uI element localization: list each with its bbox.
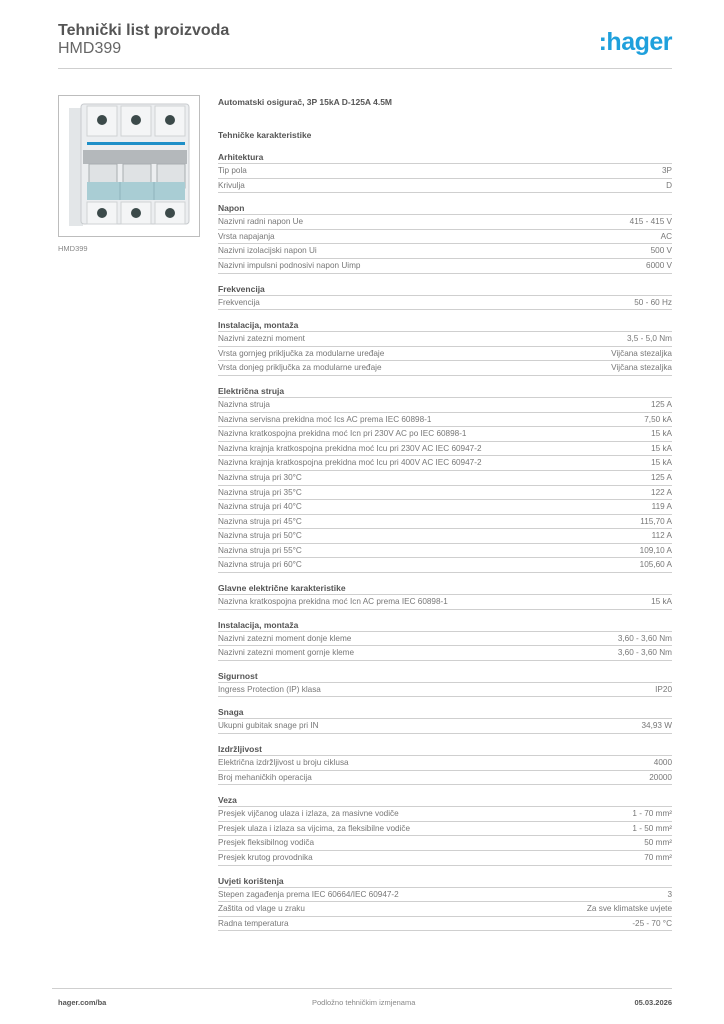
spec-value: 20000 [649, 772, 672, 782]
spec-label: Električna izdržljivost u broju ciklusa [218, 758, 349, 768]
spec-value: Vijčana stezaljka [611, 363, 672, 373]
spec-value: 500 V [650, 246, 672, 256]
spec-label: Presjek fleksibilnog vodiča [218, 838, 315, 848]
spec-value: IP20 [655, 684, 672, 694]
spec-row [218, 683, 672, 698]
spec-group [218, 385, 672, 573]
spec-label: Presjek vijčanog ulaza i izlaza, za masivne vodiče [218, 809, 399, 819]
spec-row [218, 471, 672, 486]
spec-row [218, 456, 672, 471]
spec-value: AC [660, 231, 672, 241]
spec-label: Stepen zagađenja prema IEC 60664/IEC 60947-2 [218, 889, 399, 899]
spec-row [218, 215, 672, 230]
spec-row [218, 398, 672, 413]
spec-group [218, 706, 672, 734]
spec-value: -25 - 70 °C [632, 918, 672, 928]
spec-group [218, 582, 672, 610]
spec-label: Presjek krutog provodnika [218, 853, 313, 862]
product-name: Automatski osigurač, 3P 15kA D-125A 4.5M [218, 97, 393, 107]
spec-row [218, 179, 672, 194]
spec-group-title: Električna struja [218, 385, 672, 398]
document-title: Tehnički list proizvoda [58, 22, 230, 39]
spec-row [218, 888, 672, 903]
spec-label: Tip pola [218, 166, 247, 175]
spec-row [218, 822, 672, 837]
spec-row [218, 486, 672, 501]
spec-label: Nazivna struja pri 40°C [218, 502, 302, 512]
spec-group-title: Izdržljivost [218, 743, 672, 756]
spec-value: 15 kA [651, 443, 672, 453]
spec-group-title: Instalacija, montaža [218, 619, 672, 632]
spec-row [218, 529, 672, 544]
spec-label: Ukupni gubitak snage pri IN [218, 721, 319, 731]
spec-label: Nazivna struja pri 55°C [218, 545, 302, 555]
spec-label: Nazivni zatezni moment [218, 334, 305, 344]
spec-group-title: Glavne električne karakteristike [218, 582, 672, 595]
spec-row [218, 332, 672, 347]
spec-value: 4000 [653, 758, 672, 768]
spec-label: Radna temperatura [218, 918, 289, 928]
spec-group-title: Napon [218, 202, 672, 215]
spec-row [218, 259, 672, 274]
spec-value: 3 [667, 889, 672, 899]
hager-logo: :hager [598, 28, 672, 56]
spec-value: 1 - 70 mm² [632, 809, 672, 819]
spec-row [218, 244, 672, 259]
product-code: HMD399 [58, 40, 122, 57]
spec-value: 50 - 60 Hz [634, 297, 672, 307]
spec-row [218, 807, 672, 822]
spec-label: Nazivna struja pri 45°C [218, 516, 302, 526]
spec-label: Nazivni radni napon Ue [218, 217, 304, 227]
spec-value: 3,5 - 5,0 Nm [626, 334, 672, 344]
spec-row [218, 595, 672, 610]
spec-label: Nazivna kratkospojna prekidna moć Icn AC prema IEC 60898-1 [218, 597, 448, 607]
footer-notice: Podložno tehničkim izmjenama [312, 998, 416, 1007]
spec-value: 15 kA [651, 429, 672, 439]
spec-value: 3P [661, 166, 672, 175]
spec-value: Za sve klimatske uvjete [586, 904, 672, 914]
spec-group-title: Frekvencija [218, 283, 672, 296]
spec-row [218, 361, 672, 376]
spec-label: Nazivna krajnja kratkospojna prekidna moć Icu pri 230V AC IEC 60947-2 [218, 443, 482, 453]
spec-group-title: Instalacija, montaža [218, 319, 672, 332]
spec-row [218, 296, 672, 311]
document-header [58, 22, 672, 58]
spec-label: Frekvencija [218, 297, 260, 307]
spec-value: 105,60 A [639, 560, 672, 570]
spec-label: Nazivni zatezni moment donje kleme [218, 633, 352, 643]
spec-row [218, 719, 672, 734]
spec-value: 119 A [651, 502, 672, 512]
spec-label: Nazivni impulsni podnosivi napon Uimp [218, 260, 361, 270]
spec-value: 125 A [651, 399, 672, 409]
spec-row [218, 558, 672, 573]
spec-value: 125 A [651, 472, 672, 482]
spec-group [218, 619, 672, 661]
spec-group [218, 319, 672, 376]
spec-label: Vrsta napajanja [218, 231, 275, 241]
spec-group-title: Veza [218, 794, 672, 807]
spec-groups [218, 151, 672, 931]
spec-value: 3,60 - 3,60 Nm [617, 648, 672, 658]
spec-value: 109,10 A [639, 545, 672, 555]
spec-row [218, 902, 672, 917]
spec-value: 50 mm² [644, 838, 672, 848]
spec-row [218, 646, 672, 661]
spec-value: D [666, 180, 672, 190]
spec-value: 115,70 A [640, 516, 672, 526]
spec-row [218, 427, 672, 442]
spec-value: Vijčana stezaljka [611, 348, 672, 358]
spec-row [218, 544, 672, 559]
footer-website: hager.com/ba [58, 998, 107, 1007]
spec-value: 112 A [651, 531, 672, 541]
spec-value: 15 kA [651, 597, 672, 607]
spec-label: Zaštita od vlage u zraku [218, 904, 305, 914]
spec-group-title: Uvjeti korištenja [218, 875, 672, 888]
spec-value: 7,50 kA [644, 414, 672, 424]
spec-row [218, 515, 672, 530]
spec-group [218, 151, 672, 193]
spec-heading: Tehničke karakteristike [218, 130, 312, 140]
spec-value: 122 A [651, 487, 672, 497]
spec-group-title: Arhitektura [218, 151, 672, 164]
spec-label: Nazivna struja pri 50°C [218, 531, 302, 541]
spec-label: Nazivni izolacijski napon Ui [218, 246, 317, 256]
spec-group [218, 794, 672, 865]
spec-row [218, 413, 672, 428]
spec-value: 3,60 - 3,60 Nm [617, 633, 672, 643]
spec-row [218, 917, 672, 932]
spec-group-title: Sigurnost [218, 670, 672, 683]
spec-label: Nazivna struja pri 30°C [218, 472, 302, 482]
spec-label: Nazivna struja pri 35°C [218, 487, 302, 497]
spec-group [218, 283, 672, 311]
spec-label: Nazivna servisna prekidna moć Ics AC prema IEC 60898-1 [218, 414, 432, 424]
footer-divider [52, 988, 672, 989]
spec-row [218, 164, 672, 179]
spec-label: Broj mehaničkih operacija [218, 772, 312, 782]
spec-value: 70 mm² [644, 853, 672, 862]
spec-row [218, 836, 672, 851]
spec-row [218, 632, 672, 647]
spec-value: 6000 V [646, 260, 672, 270]
spec-label: Ingress Protection (IP) klasa [218, 684, 321, 694]
spec-row [218, 756, 672, 771]
spec-group [218, 743, 672, 785]
spec-row [218, 347, 672, 362]
spec-row [218, 230, 672, 245]
spec-group [218, 875, 672, 932]
header-divider [58, 68, 672, 69]
spec-row [218, 771, 672, 786]
spec-group-title: Snaga [218, 706, 672, 719]
spec-label: Krivulja [218, 180, 245, 190]
spec-label: Nazivna struja pri 60°C [218, 560, 302, 570]
spec-label: Presjek ulaza i izlaza sa vijcima, za fleksibilne vodiče [218, 823, 411, 833]
spec-label: Vrsta gornjeg priključka za modularne uređaje [218, 348, 385, 358]
spec-row [218, 851, 672, 866]
spec-label: Nazivna kratkospojna prekidna moć Icn pri 230V AC po IEC 60898-1 [218, 429, 467, 439]
spec-group [218, 202, 672, 273]
spec-label: Nazivna krajnja kratkospojna prekidna moć Icu pri 400V AC IEC 60947-2 [218, 458, 482, 468]
spec-group [218, 670, 672, 698]
spec-row [218, 500, 672, 515]
spec-label: Nazivna struja [218, 399, 270, 409]
circuit-breaker-icon [59, 96, 199, 236]
spec-value: 34,93 W [641, 721, 672, 731]
spec-value: 415 - 415 V [629, 217, 672, 227]
spec-value: 1 - 50 mm² [632, 823, 672, 833]
product-image [58, 95, 200, 237]
image-caption: HMD399 [58, 244, 88, 253]
spec-label: Vrsta donjeg priključka za modularne uređaje [218, 363, 382, 373]
spec-value: 15 kA [651, 458, 672, 468]
spec-content [218, 95, 672, 931]
spec-row [218, 442, 672, 457]
footer-date: 05.03.2026 [634, 998, 672, 1007]
spec-label: Nazivni zatezni moment gornje kleme [218, 648, 355, 658]
